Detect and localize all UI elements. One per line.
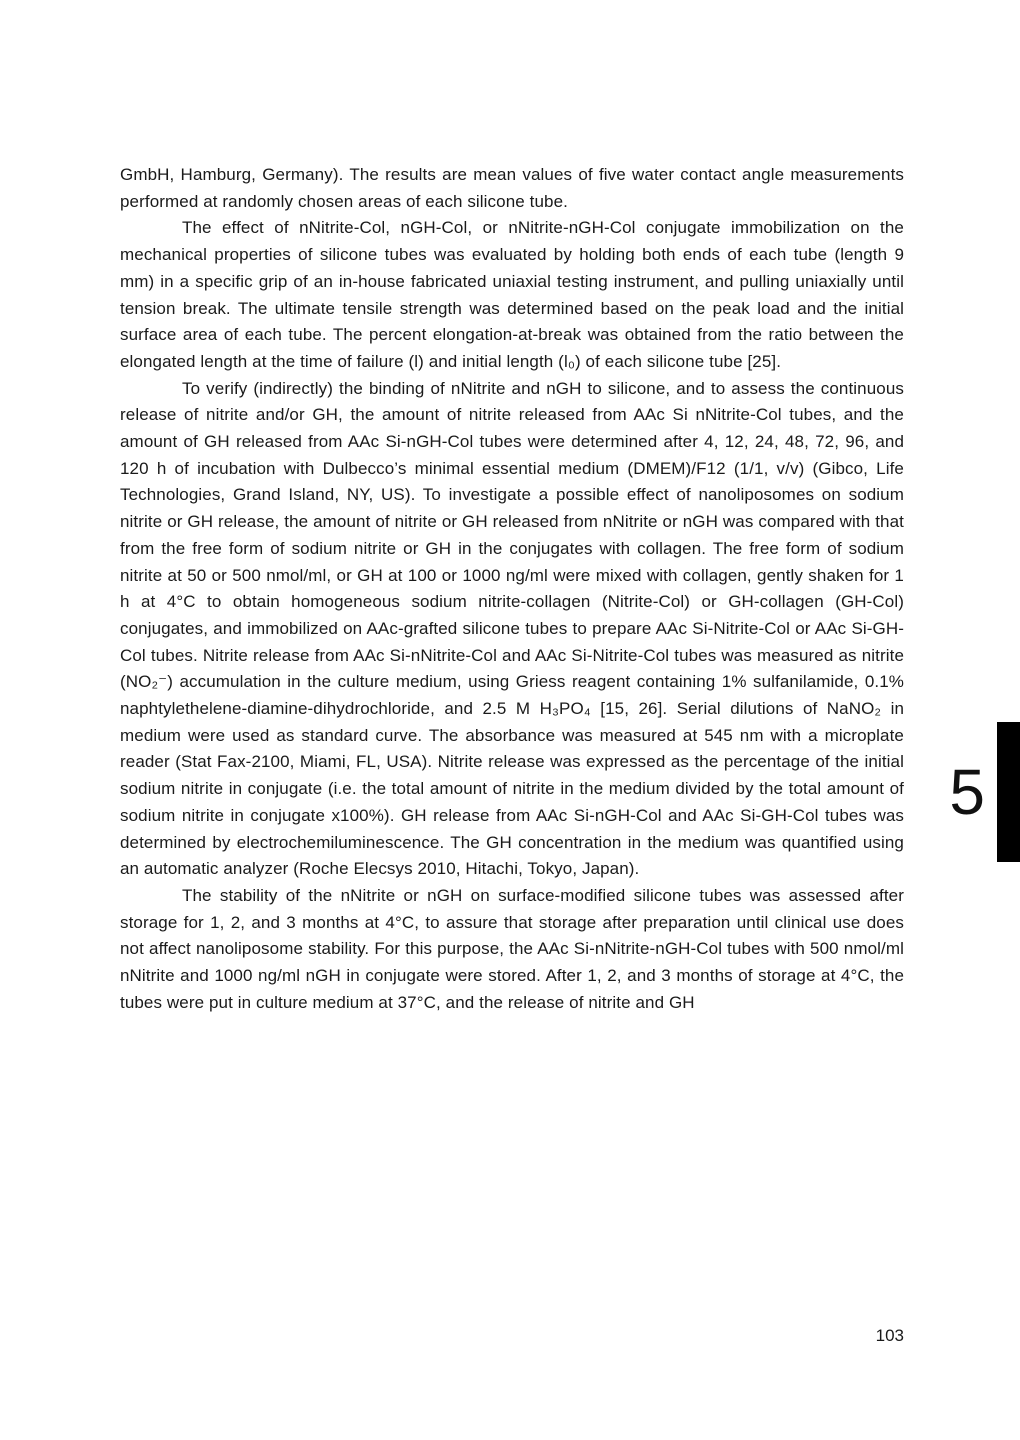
paragraph-release-measurement: To verify (indirectly) the binding of nNitrite and nGH to silicone, and to assess the continuous release of nitrite and/or GH, the amount of nitrite released from AAc Si nNitrite-Col tubes, and the amount of GH released from AAc Si-nGH-Col tubes were determined after 4, 12, 24, 48, 72, 96, and 120 h of incubation with Dulbecco’s minimal essential medium (DMEM)/F12 (1/1, v/v) (Gibco, Life Technologies, Grand Island, NY, US). To investigate a possible effect of nanoliposomes on sodium nitrite or GH release, the amount of nitrite or GH released from nNitrite or nGH was compared with that from the free form of sodium nitrite or GH in the conjugates with collagen. The free form of sodium nitrite at 50 or 500 nmol/ml, or GH at 100 or 1000 ng/ml were mixed with collagen, gently shaken for 1 h at 4°C to obtain homogeneous sodium nitrite-collagen (Nitrite-Col) or GH-collagen (GH-Col) conjugates, and immobilized on AAc-grafted silicone tubes to prepare AAc Si-Nitrite-Col or AAc Si-GH-Col tubes. Nitrite release from AAc Si-nNitrite-Col and AAc Si-Nitrite-Col tubes was measured as nitrite (NO₂⁻) accumulation in the culture medium, using Griess reagent containing 1% sulfanilamide, 0.1% naphtylethelene-diamine-dihydrochloride, and 2.5 M H₃PO₄ [15, 26]. Serial dilutions of NaNO₂ in medium were used as standard curve. The absorbance was measured at 545 nm with a microplate reader (Stat Fax-2100, Miami, FL, USA). Nitrite release was expressed as the percentage of the initial sodium nitrite in conjugate (i.e. the total amount of nitrite in the medium divided by the total amount of sodium nitrite in conjugate x100%). GH release from AAc Si-nGH-Col and AAc Si-GH-Col tubes was determined by electrochemiluminescence. The GH concentration in the medium was quantified using an automatic analyzer (Roche Elecsys 2010, Hitachi, Tokyo, Japan). [120, 378, 904, 879]
chapter-number: 5 [949, 756, 985, 828]
chapter-tab-bar [997, 722, 1020, 862]
page-number: 103 [875, 1326, 904, 1345]
paragraph-stability: The stability of the nNitrite or nGH on surface-modified silicone tubes was assessed after storage for 1, 2, and 3 months at 4°C, to assure that storage after preparation until clinical use does not affect nanoliposome stability. For this purpose, the AAc Si-nNitrite-nGH-Col tubes with 500 nmol/ml nNitrite and 1000 ng/ml nGH in conjugate were stored. After 1, 2, and 3 months of storage at 4°C, the tubes were put in culture medium at 37°C, and the release of nitrite and GH [120, 885, 904, 1012]
chapter-tab [949, 722, 1020, 862]
paragraph-mechanical-testing: The effect of nNitrite-Col, nGH-Col, or nNitrite-nGH-Col conjugate immobilization on the mechanical properties of silicone tubes was evaluated by holding both ends of each tube (length 9 mm) in a specific grip of an in-house fabricated uniaxial testing instrument, and pulling uniaxially until tension break. The ultimate tensile strength was determined based on the peak load and the initial surface area of each tube. The percent elongation-at-break was obtained from the ratio between the elongated length at the time of failure (l) and initial length (l₀) of each silicone tube [25]. [120, 218, 904, 371]
body-text [120, 162, 904, 1017]
paragraph-continuation: GmbH, Hamburg, Germany). The results are mean values of five water contact angle measurements performed at randomly chosen areas of each silicone tube. [120, 165, 904, 211]
